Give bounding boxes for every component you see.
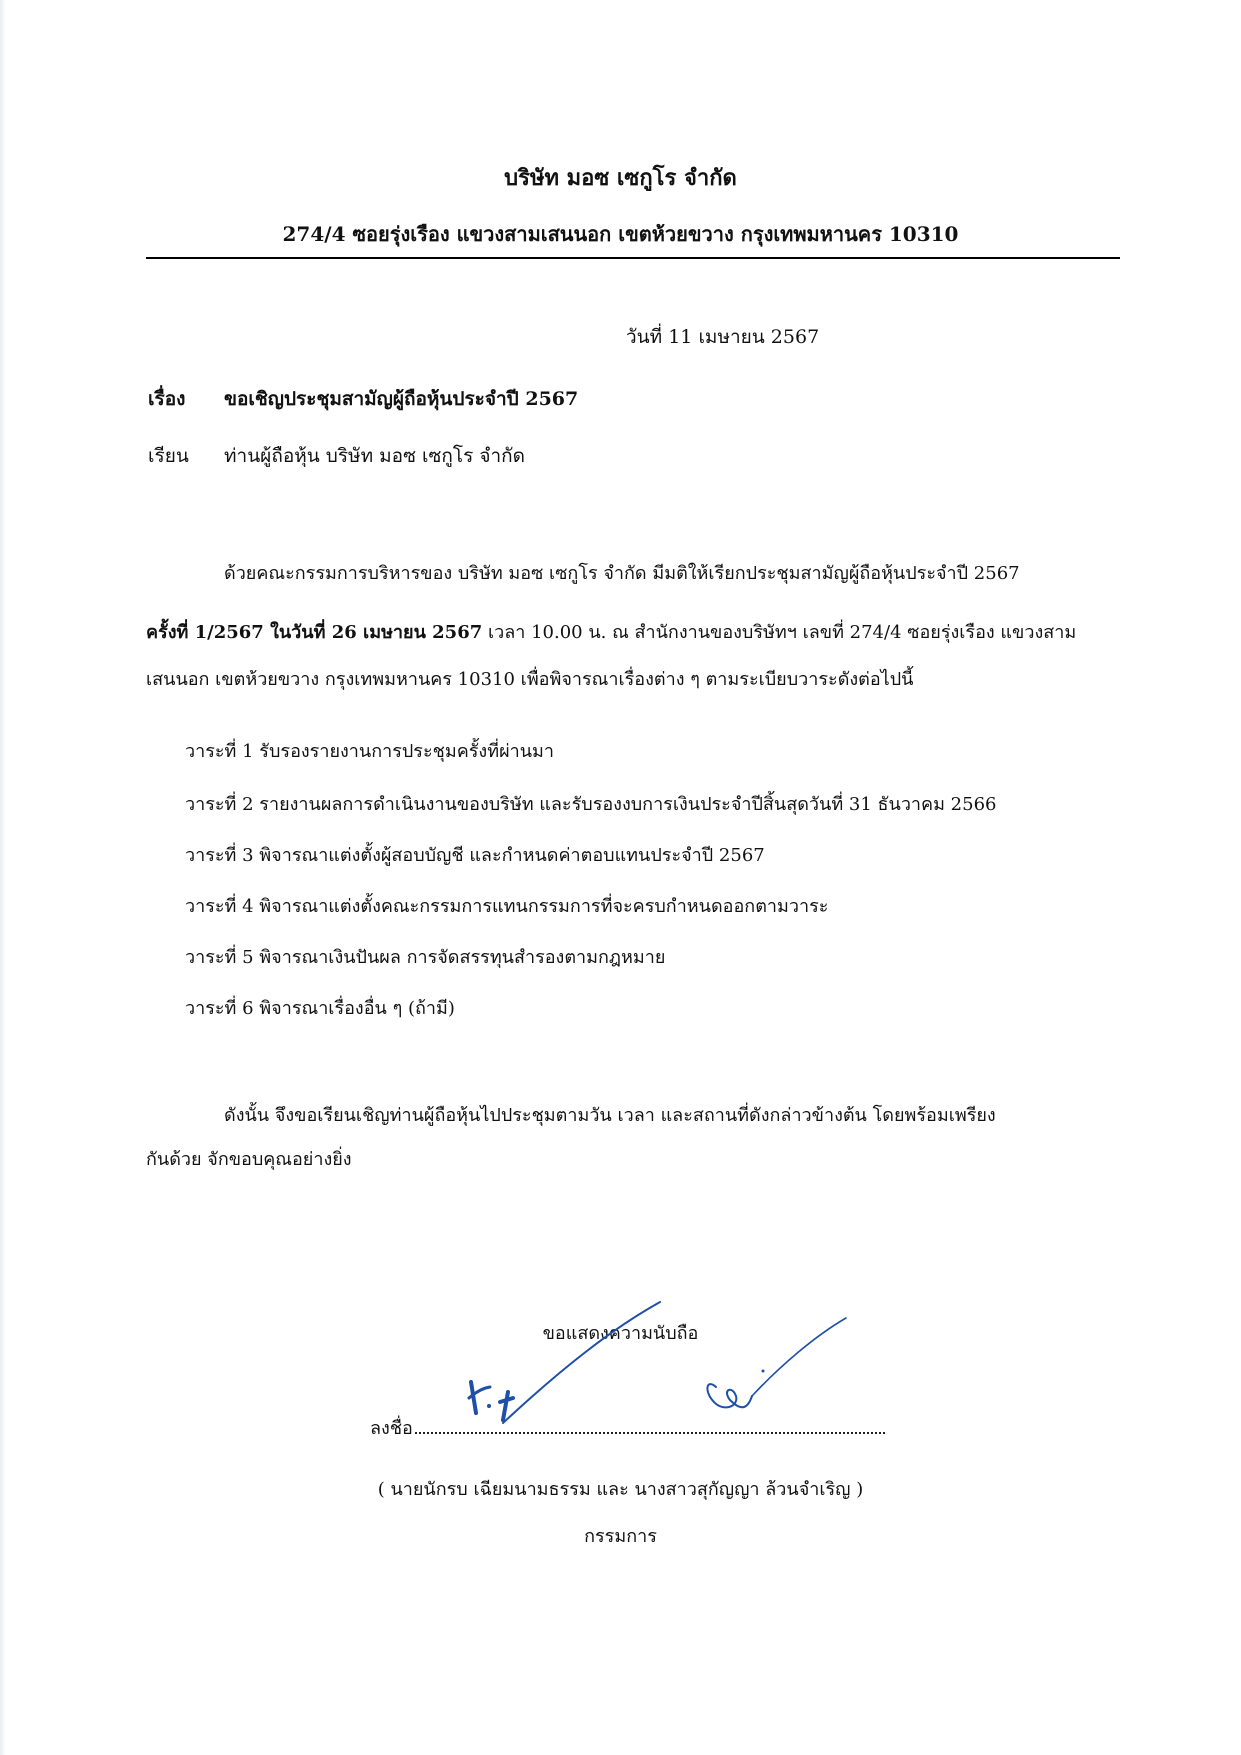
signatory-position: กรรมการ bbox=[584, 1526, 657, 1547]
agenda-item-6: วาระที่ 6 พิจารณาเรื่องอื่น ๆ (ถ้ามี) bbox=[185, 998, 455, 1019]
body-paragraph-line-3: เสนนอก เขตห้วยขวาง กรุงเทพมหานคร 10310 เพื่อพิจารณาเรื่องต่าง ๆ ตามระเบียบวาระดังต่อไปนี้ bbox=[146, 669, 914, 690]
recipient-label: เรียน bbox=[148, 445, 189, 467]
closing-line-1: ดังนั้น จึงขอเรียนเชิญท่านผู้ถือหุ้นไปประชุมตามวัน เวลา และสถานที่ดังกล่าวข้างต้น โดยพร้อมเพรียง bbox=[224, 1105, 996, 1126]
meeting-date-bold: ครั้งที่ 1/2567 ในวันที่ 26 เมษายน 2567 bbox=[146, 622, 483, 643]
agenda-item-1: วาระที่ 1 รับรองรายงานการประชุมครั้งที่ผ่านมา bbox=[185, 741, 555, 762]
subject-label: เรื่อง bbox=[148, 388, 186, 410]
agenda-item-2: วาระที่ 2 รายงานผลการดำเนินงานของบริษัท และรับรองงบการเงินประจำปีสิ้นสุดวันที่ 31 ธันวาคม 2566 bbox=[185, 794, 997, 815]
agenda-item-4: วาระที่ 4 พิจารณาแต่งตั้งคณะกรรมการแทนกรรมการที่จะครบกำหนดออกตามวาระ bbox=[185, 896, 829, 917]
closing-line-2: กันด้วย จักขอบคุณอย่างยิ่ง bbox=[146, 1149, 352, 1170]
meeting-details: เวลา 10.00 น. ณ สำนักงานของบริษัทฯ เลขที่ 274/4 ซอยรุ่งเรือง แขวงสาม bbox=[482, 622, 1077, 643]
agenda-item-3: วาระที่ 3 พิจารณาแต่งตั้งผู้สอบบัญชี และกำหนดค่าตอบแทนประจำปี 2567 bbox=[185, 845, 765, 866]
sign-label: ลงชื่อ bbox=[370, 1418, 413, 1439]
company-address: 274/4 ซอยรุ่งเรือง แขวงสามเสนนอก เขตห้วยขวาง กรุงเทพมหานคร 10310 bbox=[282, 222, 959, 246]
subject-text: ขอเชิญประชุมสามัญผู้ถือหุ้นประจำปี 2567 bbox=[224, 388, 579, 410]
date-line: วันที่ 11 เมษายน 2567 bbox=[626, 326, 820, 348]
company-name: บริษัท มอซ เซกูโร จำกัด bbox=[504, 165, 737, 191]
recipient-text: ท่านผู้ถือหุ้น บริษัท มอซ เซกูโร จำกัด bbox=[224, 445, 525, 467]
agenda-item-5: วาระที่ 5 พิจารณาเงินปันผล การจัดสรรทุนสำรองตามกฎหมาย bbox=[185, 947, 666, 968]
signatory-names: ( นายนักรบ เฉียมนามธรรม และ นางสาวสุกัญญา ล้วนจำเริญ ) bbox=[377, 1479, 864, 1500]
regards-text: ขอแสดงความนับถือ bbox=[542, 1323, 699, 1344]
body-paragraph-line-1: ด้วยคณะกรรมการบริหารของ บริษัท มอซ เซกูโร จำกัด มีมติให้เรียกประชุมสามัญผู้ถือหุ้นประจำปี 2567 bbox=[224, 563, 1020, 584]
